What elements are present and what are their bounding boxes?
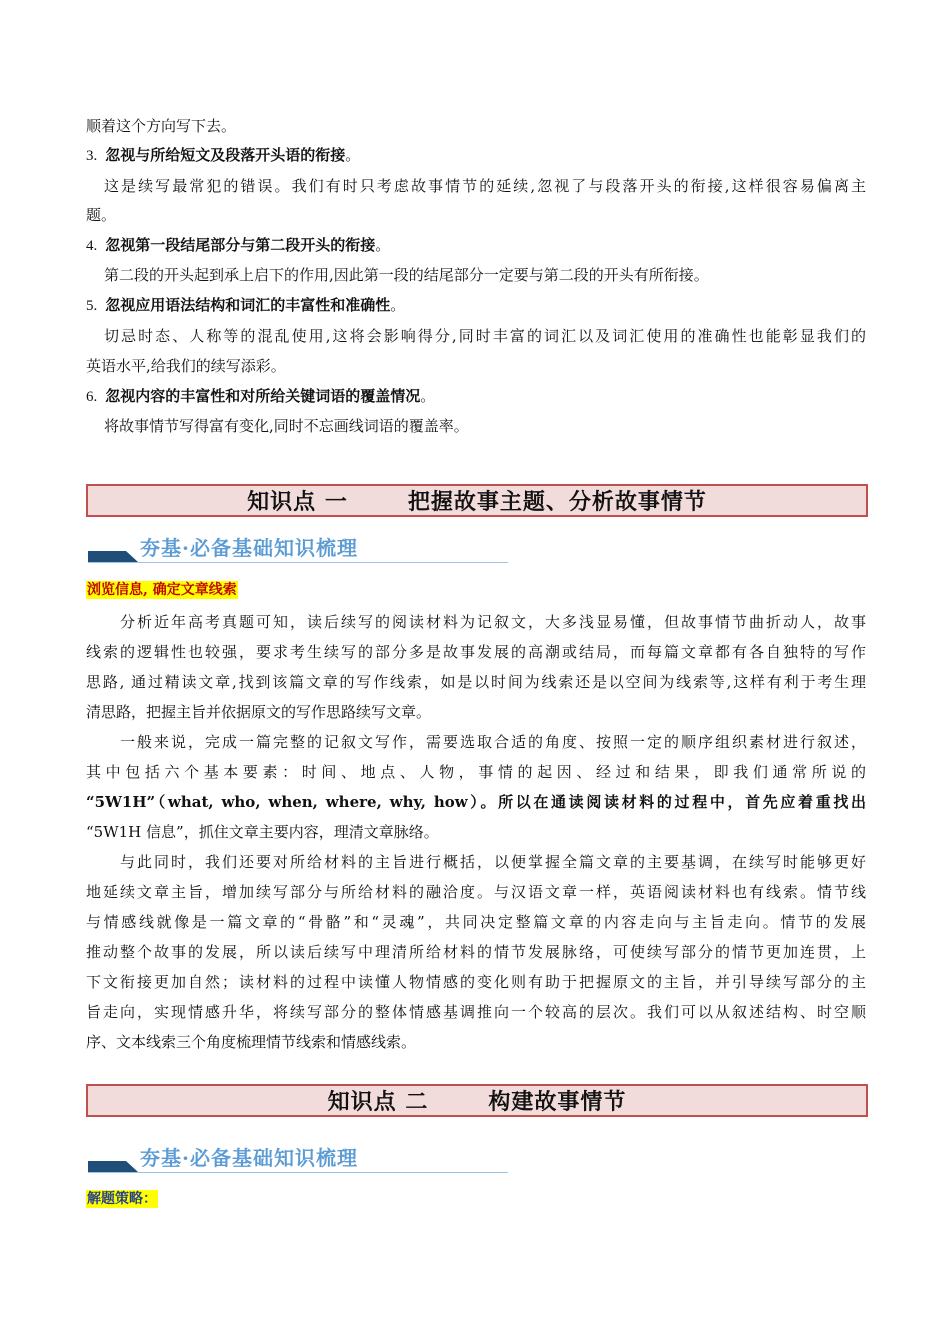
section-banner: 夯基·必备基础知识梳理: [88, 534, 508, 566]
list-item-title: 5. 忽视应用语法结构和词汇的丰富性和准确性。: [86, 296, 406, 314]
list-item-desc: 第二段的开头起到承上启下的作用,因此第一段的结尾部分一定要与第二段的开头有所衔接。: [104, 266, 709, 284]
list-item-title: 3. 忽视与所给短文及段落开头语的衔接。: [86, 146, 361, 164]
section-title: 构建故事情节: [488, 1089, 627, 1115]
list-item-title: 4. 忽视第一段结尾部分与第二段开头的衔接。: [86, 236, 391, 254]
highlight-label: 浏览信息, 确定文章线索: [87, 582, 237, 598]
section-heading-1: [86, 484, 868, 517]
banner-bar-icon: [88, 551, 126, 562]
paragraph-line: 分析近年高考真题可知，读后续写的阅读材料为记叙文，大多浅显易懂，但故事情节曲折动人，故事: [120, 613, 866, 631]
list-item-desc: 英语水平,给我们的续写添彩。: [86, 357, 286, 375]
paragraph-line: 线索的逻辑性也较强，要求考生续写的部分多是故事发展的高潮或结局，而每篇文章都有各自独特的写作: [86, 643, 866, 661]
paragraph-line: 一般来说，完成一篇完整的记叙文写作，需要选取合适的角度、按照一定的顺序组织素材进行叙述，: [120, 733, 866, 751]
paragraph-line: 与情感线就像是一篇文章的“骨骼”和“灵魂”，共同决定整篇文章的内容走向与主旨走向。情节的发展: [86, 913, 866, 931]
section-title: 把握故事主题、分析故事情节: [407, 489, 707, 515]
paragraph-line: 与此同时，我们还要对所给材料的主旨进行概括，以便掌握全篇文章的主要基调，在续写时能够更好: [120, 853, 866, 871]
section-label: 知识点 二: [327, 1089, 429, 1115]
list-item-desc: 将故事情节写得富有变化,同时不忘画线词语的覆盖率。: [104, 417, 469, 435]
paragraph-line: 序、文本线索三个角度梳理情节线索和情感线索。: [86, 1033, 417, 1051]
paragraph-line: “5W1H 信息”，抓住文章主要内容，理清文章脉络。: [86, 823, 439, 841]
paragraph-line: 地延续文章主旨，增加续写部分与所给材料的融洽度。与汉语文章一样，英语阅读材料也有线索。情节线: [86, 883, 866, 901]
section-heading-2: [86, 1084, 868, 1117]
section-label: 知识点 一: [247, 489, 348, 515]
list-item-title: 6. 忽视内容的丰富性和对所给关键词语的覆盖情况。: [86, 387, 436, 405]
intro-continued-line: 顺着这个方向写下去。: [86, 117, 237, 135]
paragraph-line: 思路, 通过精读文章,找到该篇文章的写作线索，如是以时间为线索还是以空间为线索等,这样有利于考生理: [86, 673, 866, 691]
banner-bar-icon: [88, 1161, 126, 1172]
paragraph-line: 清思路，把握主旨并依据原文的写作思路续写文章。: [86, 703, 432, 721]
list-item-desc: 题。: [86, 206, 117, 224]
paragraph-line: 旨走向，实现情感升华，将续写部分的整体情感基调推向一个较高的层次。我们可以从叙述结构、时空顺: [86, 1003, 866, 1021]
paragraph-line: “5W1H”（what, who, when, where, why, how）。所以在通读阅读材料的过程中，首先应着重找出: [86, 793, 866, 811]
paragraph-line: 下文衔接更加自然；读材料的过程中读懂人物情感的变化则有助于把握原文的主旨，并引导续写部分的主: [86, 973, 866, 991]
paragraph-line: 其中包括六个基本要素：时间、地点、人物，事情的起因、经过和结果，即我们通常所说的: [86, 763, 866, 781]
list-item-desc: 这是续写最常犯的错误。我们有时只考虑故事情节的延续,忽视了与段落开头的衔接,这样很容易偏离主: [104, 177, 866, 195]
highlight-label: 解题策略：: [87, 1191, 157, 1207]
paragraph-line: 推动整个故事的发展，所以读后续写中理清所给材料的情节发展脉络，可使续写部分的情节更加连贯，上: [86, 943, 866, 961]
section-banner: 夯基·必备基础知识梳理: [88, 1144, 508, 1176]
list-item-desc: 切忌时态、人称等的混乱使用,这将会影响得分,同时丰富的词汇以及词汇使用的准确性也能彰显我们的: [104, 327, 866, 345]
